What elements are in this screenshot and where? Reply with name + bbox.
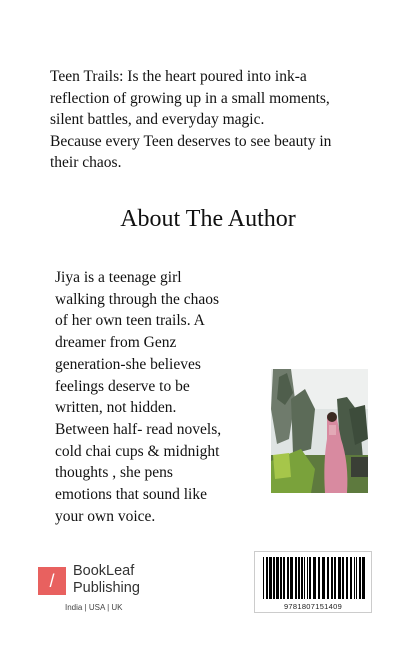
blurb-line: Teen Trails: Is the heart poured into ink-a [50, 68, 307, 85]
publisher-name [73, 563, 140, 597]
barcode-bar [301, 557, 303, 599]
about-author-heading: About The Author [120, 206, 296, 232]
barcode-bar [359, 557, 361, 599]
bio-line: dreamer from Genz [55, 334, 177, 352]
barcode-bar [298, 557, 300, 599]
barcode-bar [287, 557, 289, 599]
barcode-bar [334, 557, 336, 599]
bio-line: Jiya is a teenage girl [55, 269, 182, 286]
barcode-bar [313, 557, 316, 599]
back-cover-blurb [50, 66, 390, 174]
barcode-bar [327, 557, 329, 599]
blurb-line: reflection of growing up in a small moments, [50, 89, 330, 107]
author-bio [55, 267, 265, 527]
barcode-bar [307, 557, 308, 599]
bio-line: walking through the chaos [55, 290, 220, 308]
barcode-bar [356, 557, 357, 599]
publisher-name-line: Publishing [73, 580, 140, 596]
barcode-bar [280, 557, 282, 599]
blurb-line: silent battles, and everyday magic. [50, 111, 265, 128]
bio-line: of her own teen trails. A [55, 312, 205, 330]
barcode-bar [269, 557, 272, 599]
publisher-mark-icon: / [38, 567, 66, 595]
blurb-line: Because every Teen deserves to see beauty in [50, 132, 332, 150]
bio-line: Between half- read novels, [55, 420, 222, 438]
barcode-bar [295, 557, 297, 599]
author-photo-illustration [271, 369, 368, 493]
barcode-bar [304, 557, 305, 599]
publisher-regions: India | USA | UK [65, 603, 123, 612]
bio-line: cold chai cups & midnight [55, 442, 220, 460]
barcode-bar [322, 557, 325, 599]
isbn-barcode [254, 551, 372, 613]
bio-line: written, not hidden. [55, 399, 177, 417]
barcode-bar [338, 557, 341, 599]
isbn-number: 9781807151409 [283, 602, 343, 611]
bio-line: your own voice. [55, 507, 156, 525]
bio-line: feelings deserve to be [55, 377, 190, 395]
blurb-line: their chaos. [50, 154, 122, 171]
publisher-logo [38, 561, 178, 621]
publisher-name-line: BookLeaf [73, 563, 135, 579]
bio-line: emotions that sound like [55, 486, 207, 504]
author-photo [271, 369, 368, 493]
barcode-bar [263, 557, 264, 599]
barcode-bar [362, 557, 365, 599]
barcode-bar [331, 557, 333, 599]
barcode-bar [346, 557, 348, 599]
barcode-bar [283, 557, 285, 599]
barcode-icon [261, 557, 367, 601]
barcode-bar [309, 557, 311, 599]
barcode-bar [290, 557, 293, 599]
barcode-bar [342, 557, 344, 599]
barcode-bar [354, 557, 355, 599]
barcode-bar [318, 557, 320, 599]
barcode-bar [266, 557, 268, 599]
bio-line: thoughts , she pens [55, 464, 173, 482]
bio-line: generation-she believes [55, 355, 201, 373]
barcode-bar [276, 557, 279, 599]
barcode-bar [350, 557, 352, 599]
barcode-bar [273, 557, 275, 599]
